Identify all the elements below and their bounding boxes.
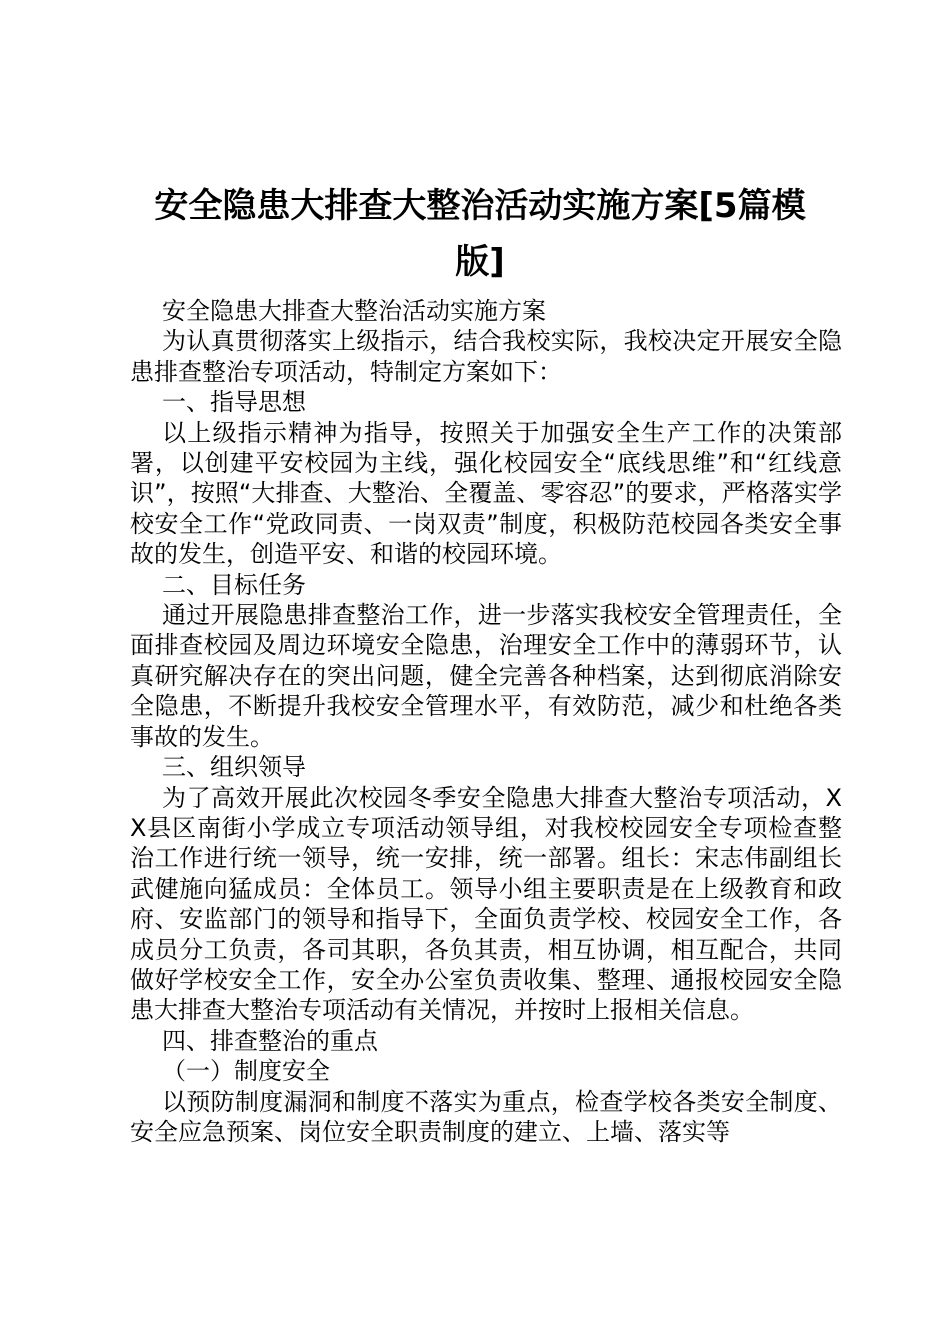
subsection-paragraph-1: 以预防制度漏洞和制度不落实为重点，检查学校各类安全制度、安全应急预案、岗位安全职责制度的建立、上墙、落实等 [130,1087,842,1146]
section-heading-2: 二、目标任务 [162,570,306,599]
document-title: 安全隐患大排查大整治活动实施方案[5篇模版] [154,186,806,282]
intro-paragraph: 为认真贯彻落实上级指示，结合我校实际，我校决定开展安全隐患排查整治专项活动，特制定方案如下： [130,327,842,386]
section-heading-3: 三、组织领导 [162,753,306,782]
section-paragraph-3: 为了高效开展此次校园冬季安全隐患大排查大整治专项活动，XX县区南街小学成立专项活动领导组，对我校校园安全专项检查整治工作进行统一领导，统一安排，统一部署。组长：宋志伟副组长武健施向猛成员：全体员工。领导小组主要职责是在上级教育和政府、安监部门的领导和指导下，全面负责学校、校园安全工作，各成员分工负责，各司其职，各负其责，相互协调，相互配合，共同做好学校安全工作，安全办公室负责收集、整理、通报校园安全隐患大排查大整治专项活动有关情况，并按时上报相关信息。 [130,783,842,1025]
subsection-heading-1: （一）制度安全 [162,1057,330,1086]
subtitle-paragraph: 安全隐患大排查大整治活动实施方案 [162,297,546,325]
section-paragraph-1: 以上级指示精神为指导，按照关于加强安全生产工作的决策部署，以创建平安校园为主线，强化校园安全“底线思维”和“红线意识”，按照“大排查、大整治、全覆盖、零容忍”的要求，严格落实学校安全工作“党政同责、一岗双责”制度，积极防范校园各类安全事故的发生，创造平安、和谐的校园环境。 [130,418,842,569]
section-heading-1: 一、指导思想 [162,388,306,417]
document-body [130,296,842,1147]
section-heading-4: 四、排查整治的重点 [162,1026,378,1055]
section-paragraph-2: 通过开展隐患排查整治工作，进一步落实我校安全管理责任，全面排查校园及周边环境安全隐患，治理安全工作中的薄弱环节，认真研究解决存在的突出问题，健全完善各种档案，达到彻底消除安全隐患，不断提升我校安全管理水平，有效防范，减少和杜绝各类事故的发生。 [130,601,842,751]
